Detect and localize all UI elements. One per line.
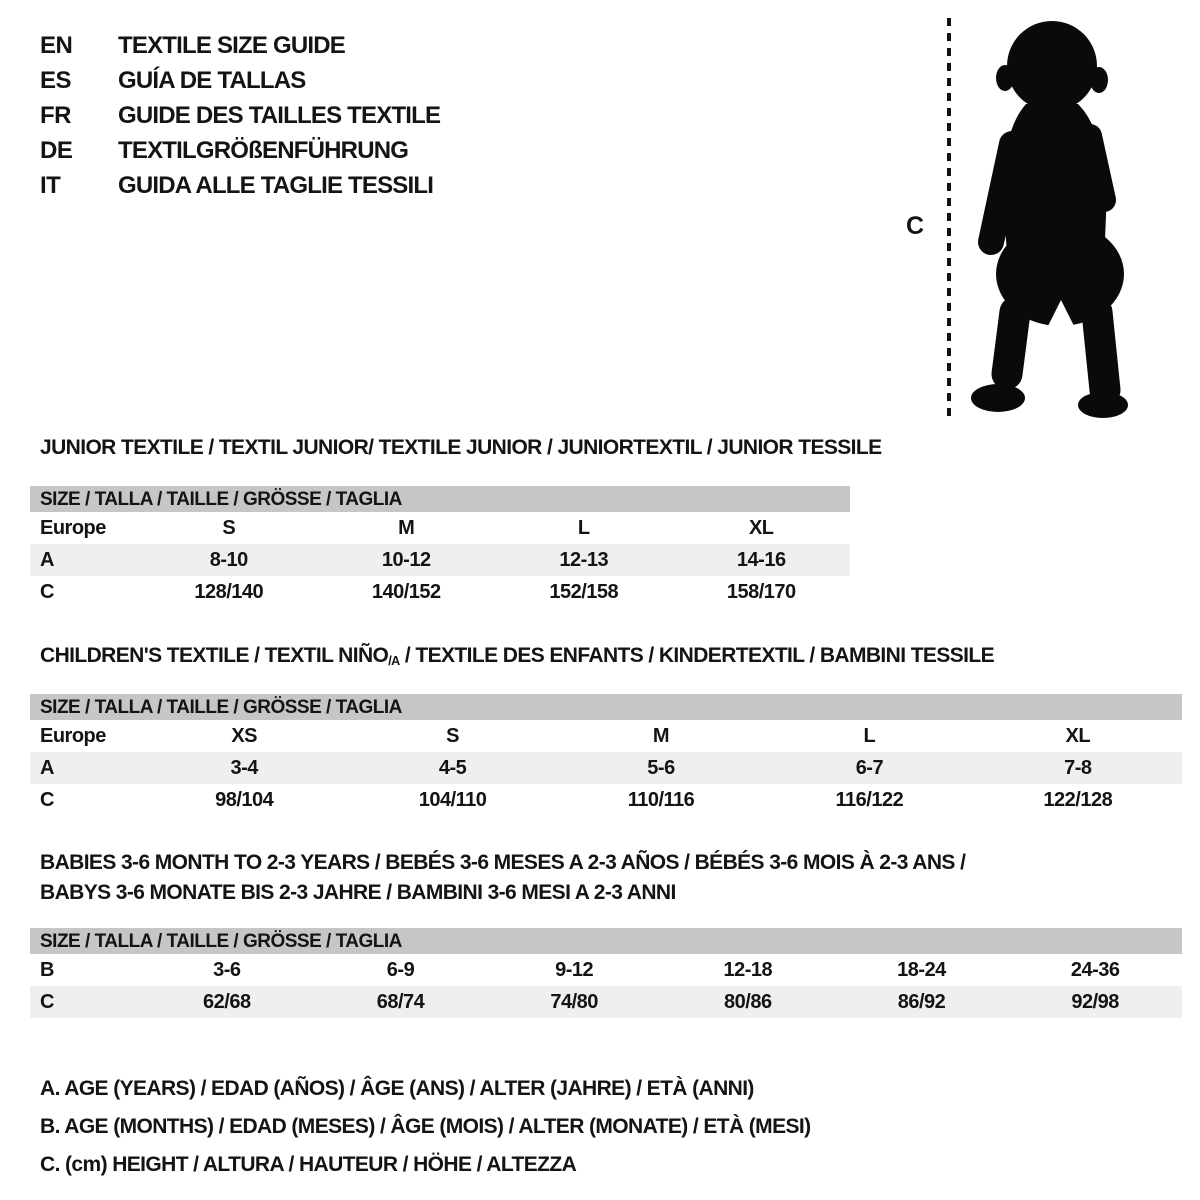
value-cell: 128/140 xyxy=(194,581,264,603)
language-label: GUÍA DE TALLAS xyxy=(118,67,306,94)
row-label-cell: C xyxy=(40,581,54,603)
table-row xyxy=(30,986,1182,1018)
children-title-prefix: CHILDREN'S TEXTILE / TEXTIL NIÑO xyxy=(40,644,389,667)
babies-size-table xyxy=(30,928,1182,1018)
value-cell: 6-7 xyxy=(855,757,884,779)
children-section-title xyxy=(40,644,994,668)
language-row xyxy=(40,98,440,133)
value-cell: 7-8 xyxy=(1064,757,1092,779)
table-row xyxy=(30,784,1182,816)
legend-line-c: C. (cm) HEIGHT / ALTURA / HAUTEUR / HÖHE / ALTEZZA xyxy=(40,1153,577,1176)
value-cell: 86/92 xyxy=(897,991,946,1013)
size-header-band: SIZE / TALLA / TAILLE / GRÖSSE / TAGLIA xyxy=(30,486,850,512)
row-label-cell: A xyxy=(40,549,54,571)
value-cell: 62/68 xyxy=(203,991,251,1013)
table-row xyxy=(30,954,1182,986)
row-label-cell: B xyxy=(40,959,54,981)
size-cell: M xyxy=(398,517,415,539)
value-cell: 6-9 xyxy=(386,959,415,981)
language-row xyxy=(40,28,440,63)
value-cell: 104/110 xyxy=(418,789,487,811)
language-row xyxy=(40,63,440,98)
table-row xyxy=(30,512,850,544)
size-cell: L xyxy=(863,725,876,747)
value-cell: 12-18 xyxy=(723,959,773,981)
value-cell: 4-5 xyxy=(438,757,467,779)
row-label-cell: A xyxy=(40,757,54,779)
value-cell: 110/116 xyxy=(627,789,695,811)
language-code: ES xyxy=(40,67,72,94)
language-label: TEXTILGRÖßENFÜHRUNG xyxy=(118,137,409,164)
table-row xyxy=(30,576,850,608)
size-cell: S xyxy=(446,725,460,747)
language-label: GUIDA ALLE TAGLIE TESSILI xyxy=(118,172,434,199)
value-cell: 3-6 xyxy=(213,959,241,981)
language-label: GUIDE DES TAILLES TEXTILE xyxy=(118,102,441,129)
children-size-table xyxy=(30,694,1182,816)
size-cell: S xyxy=(222,517,236,539)
value-cell: 5-6 xyxy=(647,757,675,779)
language-list xyxy=(40,28,440,203)
junior-size-table xyxy=(30,486,850,608)
value-cell: 98/104 xyxy=(215,789,274,811)
value-cell: 116/122 xyxy=(835,789,904,811)
value-cell: 140/152 xyxy=(371,581,441,603)
legend-line-b: B. AGE (MONTHS) / EDAD (MESES) / ÂGE (MOIS) / ALTER (MONATE) / ETÀ (MESI) xyxy=(40,1115,811,1138)
value-cell: 3-4 xyxy=(230,757,258,779)
table-row xyxy=(30,720,1182,752)
size-header-band: SIZE / TALLA / TAILLE / GRÖSSE / TAGLIA xyxy=(30,694,1182,720)
size-cell: M xyxy=(652,725,670,747)
value-cell: 122/128 xyxy=(1043,789,1113,811)
value-cell: 92/98 xyxy=(1071,991,1119,1013)
row-label-cell: Europe xyxy=(40,725,106,747)
value-cell: 18-24 xyxy=(897,959,946,981)
value-cell: 14-16 xyxy=(736,549,786,571)
legend xyxy=(40,1070,811,1184)
value-cell: 12-13 xyxy=(559,549,609,571)
value-cell: 24-36 xyxy=(1070,959,1120,981)
junior-section-title: JUNIOR TEXTILE / TEXTIL JUNIOR/ TEXTILE JUNIOR / JUNIORTEXTIL / JUNIOR TESSILE xyxy=(40,436,882,459)
value-cell: 80/86 xyxy=(724,991,772,1013)
height-measure-dashed-line xyxy=(947,18,951,416)
language-code: DE xyxy=(40,137,73,164)
row-label-cell: C xyxy=(40,789,54,811)
height-label-c: C xyxy=(906,212,925,240)
size-header-band: SIZE / TALLA / TAILLE / GRÖSSE / TAGLIA xyxy=(30,928,1182,954)
size-cell: XS xyxy=(231,725,258,747)
language-code: EN xyxy=(40,32,73,59)
table-row xyxy=(30,752,1182,784)
children-title-subscript: /A xyxy=(388,654,400,669)
value-cell: 152/158 xyxy=(549,581,619,603)
babies-section-title-line2: BABYS 3-6 MONATE BIS 2-3 JAHRE / BAMBINI 3-6 MESI A 2-3 ANNI xyxy=(40,881,676,904)
size-cell: XL xyxy=(748,517,774,539)
language-code: IT xyxy=(40,172,61,199)
language-code: FR xyxy=(40,102,71,129)
children-title-suffix: / TEXTILE DES ENFANTS / KINDERTEXTIL / BAMBINI TESSILE xyxy=(399,644,995,667)
legend-line-a: A. AGE (YEARS) / EDAD (AÑOS) / ÂGE (ANS) / ALTER (JAHRE) / ETÀ (ANNI) xyxy=(40,1077,754,1100)
babies-section-title-line1: BABIES 3-6 MONTH TO 2-3 YEARS / BEBÉS 3-6 MESES A 2-3 AÑOS / BÉBÉS 3-6 MOIS À 2-3 ANS / xyxy=(40,851,966,874)
value-cell: 68/74 xyxy=(376,991,425,1013)
table-row xyxy=(30,544,850,576)
size-cell: L xyxy=(577,517,590,539)
language-row xyxy=(40,133,440,168)
toddler-silhouette-icon xyxy=(964,16,1136,422)
language-row xyxy=(40,168,440,203)
value-cell: 10-12 xyxy=(381,549,431,571)
row-label-cell: Europe xyxy=(40,517,106,539)
row-label-cell: C xyxy=(40,991,54,1013)
value-cell: 158/170 xyxy=(726,581,796,603)
language-label: TEXTILE SIZE GUIDE xyxy=(118,32,345,59)
value-cell: 9-12 xyxy=(555,959,594,981)
size-cell: XL xyxy=(1065,725,1091,747)
value-cell: 74/80 xyxy=(550,991,598,1013)
value-cell: 8-10 xyxy=(209,549,248,571)
